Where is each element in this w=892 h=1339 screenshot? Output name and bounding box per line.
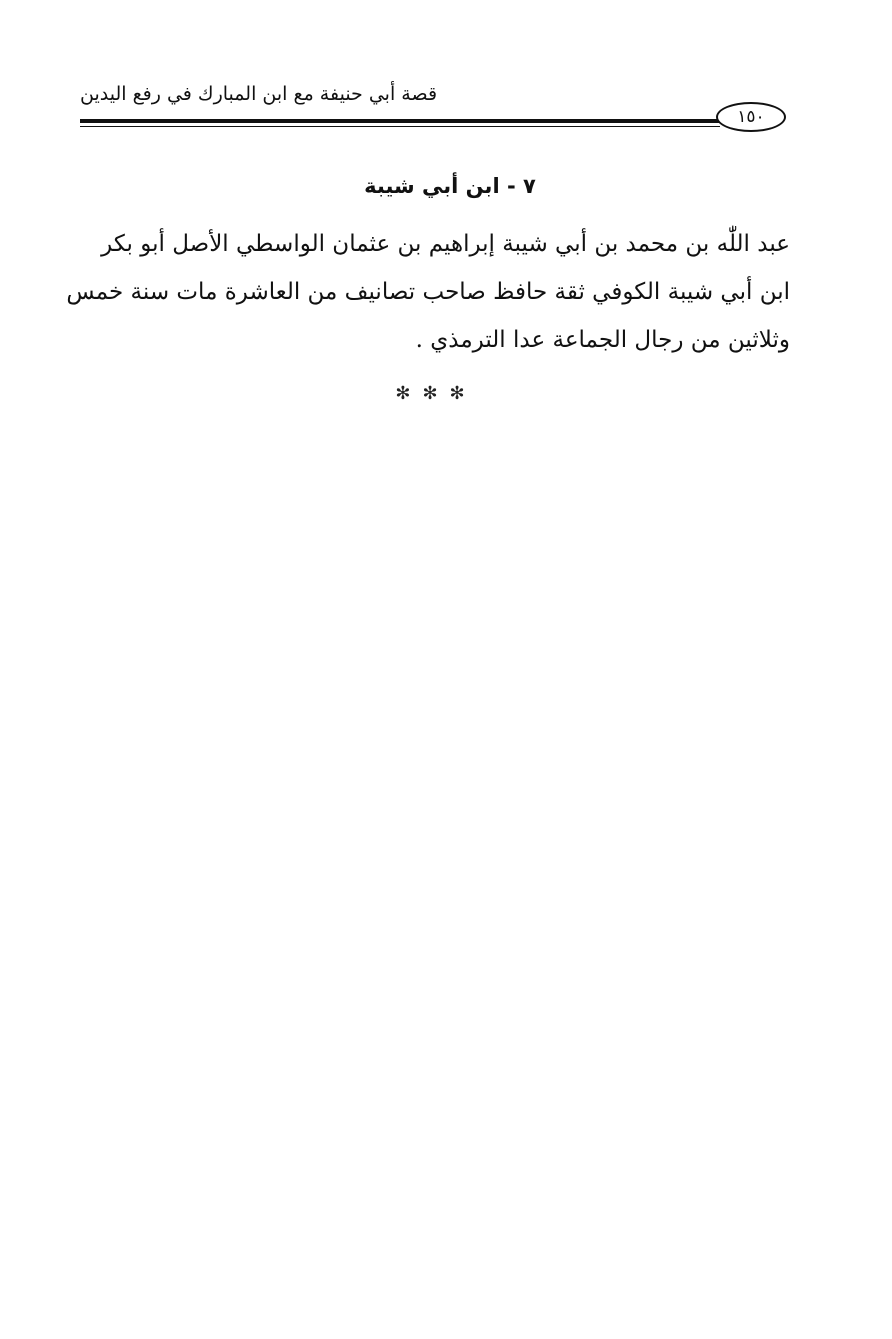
header-rule-thick — [80, 119, 720, 123]
running-header-title: قصة أبي حنيفة مع ابن المبارك في رفع اليدين — [80, 83, 438, 105]
paragraph-line: ابن أبي شيبة الكوفي ثقة حافظ صاحب تصانيف من العاشرة مات سنة خمس — [66, 279, 790, 305]
header-rule-thin — [80, 126, 720, 127]
paragraph-line: وثلاثين من رجال الجماعة عدا الترمذي . — [415, 327, 790, 353]
section-heading: ٧ - ابن أبي شيبة — [364, 174, 536, 198]
page-number-badge: ١٥٠ — [716, 102, 786, 132]
paragraph-line: عبد اللّٰه بن محمد بن أبي شيبة إبراهيم بن عثمان الواسطي الأصل أبو بكر — [101, 231, 790, 257]
biography-paragraph — [66, 220, 790, 364]
section-separator-stars: ✻✻✻ — [395, 383, 477, 404]
